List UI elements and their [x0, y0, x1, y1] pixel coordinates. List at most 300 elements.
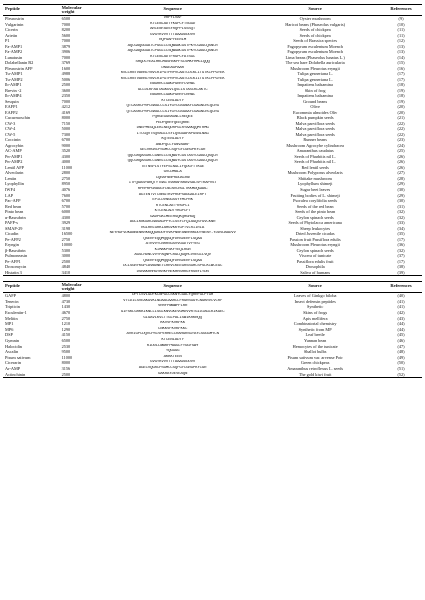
cell-peptide: β-Basrubrin	[5, 247, 26, 253]
cell-source: Leaves of Ginkgo biloba	[293, 293, 337, 299]
header-source: Source	[250, 5, 380, 16]
cell-molecular-weight: 2530	[61, 343, 71, 349]
cell-molecular-weight: 16500	[61, 231, 73, 237]
cell-reference: (17)	[397, 76, 405, 82]
cell-peptide: Pn-AMP2	[5, 159, 23, 165]
cell-sequence: AGCIKNGGRCNASAGPPYCCSSYCFQIAGQSYGVCKNR	[129, 220, 216, 225]
cell-sequence: CNKKVFKVKFKKC	[158, 326, 188, 331]
cell-source: Malva parviflora seeds	[295, 131, 335, 137]
cell-sequence: RGLRRLGRKIAHGVKKYGPTVLRIIRIA	[141, 225, 205, 230]
cell-molecular-weight: 1600	[61, 65, 71, 71]
cell-reference: (26)	[397, 164, 405, 170]
cell-source: Dried Juvenile cicadas	[295, 231, 335, 237]
cell-reference: (20)	[397, 109, 405, 115]
cell-peptide: Red bean	[5, 203, 22, 209]
cell-molecular-weight: 2500	[61, 371, 71, 377]
cell-source: The sea hare Dolabella auricularia	[285, 60, 345, 66]
cell-sequence: ANDPQCLYGNVAAKF	[155, 142, 190, 147]
cell-source: Sheep leukocytes	[300, 225, 331, 231]
cell-peptide: Ascalin	[5, 349, 19, 355]
cell-sequence: ARCENFADSYRQPPISSSQT	[150, 27, 196, 32]
cell-sequence: DSHAKRHHGYKRKFHEKHHSHRGYRSNYLYDN	[136, 269, 209, 274]
cell-reference: (19)	[397, 98, 405, 104]
cell-molecular-weight: 4076	[61, 186, 71, 192]
cell-peptide: Histatin 3	[5, 269, 22, 275]
cell-peptide: EAFP2	[5, 109, 18, 115]
cell-sequence: DPTCSVLGDFKCNPGCCSKNYCGACYQRRFGLPTGH	[132, 293, 214, 298]
cell-sequence: EPILDVNGGSSYYMCPRK	[152, 198, 193, 203]
cell-molecular-weight: 4169	[61, 109, 71, 115]
cell-molecular-weight: 5006	[61, 76, 71, 82]
cell-sequence: AQCGAQGGGATCPGGLCCSQWGWCGSTPKYCGAGCQSNCR	[127, 43, 218, 48]
cell-reference: (40)	[397, 293, 405, 299]
cell-sequence: AVRIGPCDQVCPRIVPERHECCRAHGRSGYAYCSGGGMYCN	[126, 332, 219, 337]
cell-source: Passiflora edulis fruit	[296, 258, 334, 264]
cell-reference: (22)	[397, 131, 405, 137]
cell-sequence: NEYHGFVDKANNENKRKKQQGRDDFVVKPNNFANRRRKDDYNENY-YDDVDAADVV	[109, 231, 236, 236]
cell-reference: (37)	[397, 253, 405, 259]
cell-source: Runner beans	[303, 137, 327, 143]
cell-peptide: Esculentin-1	[5, 310, 27, 316]
cell-source: Tulipa gesneriana L.	[297, 76, 333, 82]
cell-sequence: KTCENLADTY	[161, 98, 184, 103]
cell-peptide: AC-AMP	[5, 148, 22, 154]
cell-peptide: Pleurostrin	[5, 16, 24, 21]
cell-source: Mushroom Polyporus alveolaris	[287, 170, 343, 176]
header-sequence: Sequence	[95, 282, 250, 293]
cell-source: Shallot bulbs	[303, 349, 327, 355]
cell-source: Lyophyllum shimeji	[297, 181, 333, 187]
cell-reference: (35)	[397, 231, 405, 237]
cell-sequence: RTCENLAETYRGPCI	[155, 203, 190, 208]
cell-reference: (13)	[397, 49, 405, 55]
cell-sequence: ITCGQVTSQVAGCLSYLQSGGAPAPGSNLNAG	[136, 131, 209, 136]
cell-source: Insect defensin peptides	[294, 298, 336, 304]
cell-sequence: PQRGEGGRAGNLLREQEE	[152, 115, 193, 120]
table-2-body	[3, 293, 422, 378]
cell-sequence: KSCCRNTVARNCYNVCRIPGTPRPVCAATCDCKIITGTKCPPGYEK	[120, 76, 225, 81]
cell-peptide: Brevin -2	[5, 87, 22, 93]
cell-peptide: Gymnin	[5, 337, 20, 343]
cell-molecular-weight: 7600	[61, 192, 71, 198]
table-header-row	[3, 282, 422, 293]
cell-peptide: Coccinin	[5, 137, 21, 143]
cell-peptide: Lunatusin	[5, 54, 23, 60]
cell-source: Seeds of Phytolacca americana	[288, 220, 342, 226]
cell-peptide: PAFP-s	[5, 220, 18, 226]
cell-molecular-weight: 3410	[61, 269, 71, 275]
cell-peptide: DSP	[5, 332, 13, 338]
cell-reference: (47)	[397, 343, 405, 349]
cell-reference: (11)	[397, 32, 405, 38]
cell-sequence: PEDPQRRYQEEQRRE	[155, 120, 190, 125]
cell-source: Passion fruit Passiflora edulis	[289, 236, 341, 242]
cell-reference: (22)	[397, 120, 405, 126]
cell-source: Fagopyrum esculentum Moench	[287, 49, 343, 55]
cell-sequence: QQCGRQASGRLCGNRLCCSQWGYCGSTASYCGAGCQSQCR	[127, 159, 218, 164]
cell-source: Psoralea corylifolia seeds	[293, 198, 338, 204]
cell-sequence: DNEPMEGQLEKLNEQDRPGLRYAAKQQMTRMG	[136, 126, 209, 131]
cell-sequence: TETNSPISTYEPSLNGLIFQDGYTTKGE	[141, 164, 205, 169]
cell-peptide: CW-3	[5, 120, 16, 126]
cell-molecular-weight: 7000	[61, 54, 71, 60]
cell-reference: (17)	[397, 71, 405, 77]
cell-molecular-weight: 8950	[61, 181, 71, 187]
cell-source: Impatiens balsamina	[297, 82, 333, 88]
cell-sequence: QSERFEQQMQQGQFDHSDERFLSQAA	[143, 236, 202, 241]
cell-source: Olive	[310, 104, 320, 110]
cell-molecular-weight: 6700	[61, 198, 71, 204]
cell-reference: (10)	[397, 21, 405, 27]
cell-reference: (31)	[397, 203, 405, 209]
cell-peptide: EAFP1	[5, 104, 18, 110]
cell-sequence: QTCASRCPRPCNAGLCCSIYGYCGSGAAYCGAGNCRCQCRG	[126, 109, 219, 114]
cell-peptide: SMAP-29	[5, 225, 23, 231]
cell-peptide: GAFP	[5, 293, 16, 299]
cell-reference: (52)	[397, 371, 405, 377]
cell-reference: (39)	[397, 269, 405, 275]
cell-peptide: Tenecin	[5, 298, 19, 304]
cell-source: Seeds of Pharbitis nil L.	[294, 159, 336, 165]
cell-reference: (26)	[397, 153, 405, 159]
cell-peptide: Cicerin	[5, 27, 18, 33]
cell-peptide: CW-4	[5, 126, 16, 132]
cell-molecular-weight: 4000	[61, 159, 71, 165]
table-header-row	[3, 5, 422, 16]
cell-reference: (38)	[397, 264, 405, 270]
cell-molecular-weight: 3600	[61, 87, 71, 93]
cell-reference: (33)	[397, 220, 405, 226]
cell-reference: (49)	[397, 354, 405, 360]
cell-reference: (18)	[397, 93, 405, 99]
cell-molecular-weight: 7150	[61, 120, 71, 126]
cell-molecular-weight: 6500	[61, 16, 71, 21]
cell-molecular-weight: 6000	[61, 209, 71, 215]
cell-sequence: KTCENLADTYKGPCFT	[154, 209, 191, 214]
cell-peptide: Lentin	[5, 175, 17, 181]
cell-peptide: Tu-AMP1	[5, 71, 23, 77]
cell-source: Lima beans (Phaseolus lunatus L.)	[285, 54, 345, 60]
cell-sequence: GIGAVLKVLTTGLPALISWIKRKRQQ	[143, 315, 202, 320]
cell-peptide: Arietin	[5, 32, 18, 38]
cell-source: Leaf beetle	[305, 332, 325, 338]
cell-molecular-weight: 2750	[61, 175, 71, 181]
cell-sequence: GLLDLKFAATAGKGVLQSLLSTASCKLAKTC	[137, 87, 208, 92]
cell-source: Sugar beet leaves	[300, 186, 331, 192]
cell-peptide: IWF4	[5, 186, 16, 192]
cell-reference: (20)	[397, 104, 405, 110]
cell-molecular-weight: 10000	[61, 242, 73, 248]
cell-source: Black pumpkin seeds	[296, 115, 334, 121]
cell-reference: (21)	[397, 115, 405, 121]
cell-source: Green chickpeas	[300, 360, 330, 366]
cell-molecular-weight: 8200	[61, 27, 71, 33]
cell-molecular-weight: 11000	[61, 354, 73, 360]
cell-reference: (29)	[397, 181, 405, 187]
cell-source: Hemocytes of the tunicate	[292, 343, 338, 349]
cell-sequence: VRPYLVAF	[163, 16, 182, 20]
cell-peptide: Eryngin	[5, 242, 19, 248]
cell-molecular-weight: 8000	[61, 115, 71, 121]
cell-molecular-weight: 4212	[61, 104, 71, 110]
cell-reference: (27)	[397, 170, 405, 176]
header-peptide: Peptide	[3, 282, 60, 293]
header-sequence: Sequence	[95, 5, 250, 16]
cell-sequence: GECVRGRCPSGMCCSQFGYCGRGPKYCGR	[140, 148, 206, 153]
cell-peptide: Pisum sativum	[5, 354, 31, 360]
cell-source: Red lentil seeds	[301, 164, 329, 170]
cell-sequence: AGECVQGRCPSGMCCSQFGYCGRGPKYCGR	[138, 365, 207, 370]
cell-sequence: DNGEAGPAAR	[161, 65, 184, 70]
cell-source: Seeds of Brassica species	[293, 38, 338, 44]
cell-peptide: Cucurmoschin	[5, 115, 31, 121]
header-peptide: Peptide	[3, 5, 60, 16]
cell-molecular-weight: 7300	[61, 131, 71, 137]
cell-molecular-weight: 3906	[61, 49, 71, 55]
cell-sequence: AQCGAQGGGATCPGGLCCSQWGWCGSTPKYCGAGCQSNCR	[127, 49, 218, 54]
cell-reference: (17)	[397, 236, 405, 242]
cell-source: Seeds of chickpea	[299, 27, 331, 33]
cell-sequence: KTCENLADTFRGPCFATSGC	[150, 54, 196, 59]
cell-molecular-weight: 5700	[61, 203, 71, 209]
peptide-table-1	[3, 4, 422, 276]
header-references: References	[380, 282, 422, 293]
cell-source: Seeds of the pinto bean	[295, 209, 336, 215]
cell-reference: (16)	[397, 65, 405, 71]
cell-source: Yunnan bean	[303, 337, 327, 343]
cell-peptide: Tripticin	[5, 304, 20, 310]
cell-reference: (12)	[397, 38, 405, 44]
cell-peptide: Fa-AMP1	[5, 43, 23, 49]
cell-molecular-weight: 6700	[61, 137, 71, 143]
cell-sequence: KIMAKPSKFYEQLRGR	[154, 247, 191, 252]
cell-molecular-weight: 2750	[61, 236, 71, 242]
cell-reference: (28)	[397, 175, 405, 181]
cell-peptide: Ib-AMP1	[5, 82, 22, 88]
cell-sequence: VTCDILSVEAKGVKLNDAACAAHCLFRGRSGGYCNGKRVCVCRr	[123, 298, 223, 303]
cell-source: Eucommia ulmoides Oliv	[293, 109, 338, 115]
cell-reference: (42)	[397, 310, 405, 316]
cell-source: Skins of frogs	[303, 310, 328, 316]
cell-molecular-weight: 3520	[61, 148, 71, 154]
cell-sequence: AGSLHDNCVVYPAQNPCRGLQGQHCVVEGCLVQV	[134, 253, 211, 258]
cell-source: Tulipa gesneriana L.	[297, 71, 333, 77]
cell-molecular-weight: 2800	[61, 170, 71, 176]
cell-peptide: Ar-AMP	[5, 365, 21, 371]
cell-peptide: Cicadin	[5, 231, 19, 237]
cell-molecular-weight: 2350	[61, 93, 71, 99]
cell-peptide: Pac-AFP	[5, 198, 21, 204]
cell-peptide: Pe-AFP2	[5, 236, 21, 242]
cell-sequence: AKKKTEEN	[163, 354, 182, 359]
cell-sequence: GIFSKLGRKKIKNLLISGLKNVGKEVGMDVVRTGIDIAGCKIKGEC	[120, 310, 225, 315]
cell-sequence: EWGRRCCGWGPGRRYCRRWC	[150, 93, 196, 98]
cell-reference: (50)	[397, 360, 405, 366]
cell-sequence: AGTENTVTCNNGTKVPROPSAGGALEIRPT	[138, 192, 207, 197]
cell-source: Synthetic from MP	[298, 326, 332, 332]
cell-reference: (30)	[397, 198, 405, 204]
cell-sequence: KSCCRNTVARNCYNVCRIPGTPRPVCAATCDCKLITGTKCPPGYEK	[120, 71, 225, 76]
cell-sequence: SHQDCYEALHKCMASHSKPFSCSMKFHMCLQQQ	[135, 60, 210, 65]
cell-molecular-weight: 1290	[61, 326, 71, 332]
cell-source: Shiitake mushroom	[298, 175, 332, 181]
header-molecular-weight: Molecular weight	[60, 282, 96, 293]
cell-source: Synthetic	[307, 304, 324, 310]
cell-molecular-weight: 7000	[61, 98, 71, 104]
cell-source: Impatiens balsamina	[297, 93, 333, 99]
cell-molecular-weight: 4800	[61, 293, 71, 299]
cell-peptide: Pinto bean	[5, 209, 24, 215]
cell-peptide: LAP	[5, 192, 14, 198]
cell-molecular-weight: 7000	[61, 21, 71, 27]
cell-peptide: Pulmoneasin	[5, 253, 28, 259]
cell-source: Seeds of Pharbitis nil L.	[294, 153, 336, 159]
cell-source: The gold kiwi fruit	[298, 371, 332, 377]
cell-molecular-weight: 7000	[61, 38, 71, 44]
cell-reference: (32)	[397, 214, 405, 220]
cell-molecular-weight: 3198	[61, 225, 71, 231]
cell-reference: (44)	[397, 326, 405, 332]
cell-peptide: Pn-AMP1	[5, 153, 23, 159]
cell-sequence: ITFQGASPARQTYTNAITRARAPARAVSALSPTKAPVST	[128, 181, 217, 186]
cell-peptide: Dolabellanin B2	[5, 60, 34, 66]
cell-source: Skin of frog	[304, 87, 326, 93]
cell-source: Fruiting bodies of L. shimeji	[290, 192, 340, 198]
cell-source: Saliva of humans	[300, 269, 331, 275]
cell-peptide: Tu-AMP2	[5, 76, 23, 82]
cell-reference: (11)	[397, 27, 405, 33]
cell-peptide: α-Basrubrin	[5, 214, 26, 220]
cell-sequence: GADPGKCMEEHSQKQHGHGQ	[150, 214, 196, 219]
cell-reference: (51)	[397, 365, 405, 371]
cell-sequence: RIDDLLWWRFPWGGLFYGGFSWY	[146, 343, 199, 348]
cell-molecular-weight: 3156	[61, 365, 71, 371]
cell-molecular-weight: 3879	[61, 43, 71, 49]
cell-reference: (24)	[397, 142, 405, 148]
cell-peptide: MP1	[5, 321, 14, 327]
cell-reference: (18)	[397, 82, 405, 88]
cell-peptide: Halocidin	[5, 343, 22, 349]
cell-reference: (32)	[397, 247, 405, 253]
cell-reference: (44)	[397, 321, 405, 327]
cell-sequence: KQTENLADTY	[161, 137, 184, 142]
cell-molecular-weight: 4300	[61, 214, 71, 220]
cell-source: Drosophila	[305, 264, 325, 270]
cell-molecular-weight: 4730	[61, 298, 71, 304]
cell-source: Malva parviflora seeds	[295, 120, 335, 126]
cell-sequence: QQCGRQASGRLCGNRLCCSQWGYCGSTASYCGAGCQSQCR	[127, 153, 218, 158]
cell-source: Amaranthus retroflexus L. seeds	[287, 365, 344, 371]
cell-source: Seeds of the red bean	[296, 203, 334, 209]
cell-sequence: QTCASRCPRPCNAGLCCSIYGYCGSGNAYCGAGNCRCQCRG	[126, 104, 219, 109]
cell-reference: (23)	[397, 137, 405, 143]
cell-reference: (13)	[397, 43, 405, 49]
cell-molecular-weight: 3769	[61, 60, 71, 66]
cell-reference: (41)	[397, 298, 405, 304]
cell-source: Ceylon spinach seeds	[296, 214, 334, 220]
cell-sequence: CQRAFNNPRDDAIRW	[155, 175, 190, 180]
cell-peptide: CW-5	[5, 131, 16, 137]
cell-reference: (32)	[397, 209, 405, 215]
cell-source: Mushroom Pleurotus eryngii	[290, 65, 340, 71]
cell-peptide: Pleurostrin AFP	[5, 65, 33, 71]
peptide-table-2	[3, 281, 422, 378]
table-row	[3, 270, 422, 276]
cell-sequence: DCLSGRYKGPCAVWDNETCRRVCKEEGRSSGHCSPSLKCWCEGC	[123, 264, 223, 269]
header-molecular-weight: Molecular weight	[60, 5, 96, 16]
cell-peptide: Agrocybin	[5, 142, 24, 148]
cell-sequence: GVGYKVVVTTTAAADDDDVV	[150, 360, 196, 365]
cell-peptide: Alveolarin	[5, 170, 24, 176]
cell-sequence: VRRFPWWWPFLRR	[158, 304, 188, 309]
cell-molecular-weight: 4840	[61, 264, 71, 270]
cell-molecular-weight: 4670	[61, 310, 71, 316]
cell-peptide: Ib-AMP4	[5, 93, 22, 99]
table-row	[3, 372, 422, 378]
cell-peptide: Lyophyllin	[5, 181, 24, 187]
cell-reference: (29)	[397, 192, 405, 198]
cell-reference: (30)	[397, 186, 405, 192]
cell-molecular-weight: 5600	[61, 32, 71, 38]
cell-molecular-weight: 3929	[61, 220, 71, 226]
cell-sequence: RPRPRPGRAGGYCNLNVCRGLTKKMDQGAAC	[137, 186, 208, 191]
cell-reference: (25)	[397, 148, 405, 154]
cell-source: Combinatorial chemistry	[293, 321, 337, 327]
cell-peptide: Lentil AFP	[5, 164, 24, 170]
cell-source: Viscera of tunicate	[299, 253, 332, 259]
cell-reference: (17)	[397, 258, 405, 264]
cell-sequence: KTCENLADTYKGPCFTSGGD	[150, 21, 196, 26]
cell-reference: (45)	[397, 332, 405, 338]
cell-reference: (36)	[397, 242, 405, 248]
cell-reference: (41)	[397, 304, 405, 310]
cell-sequence: GVGYKVVVTTTAAADDDDVV	[150, 32, 196, 37]
cell-peptide: Pe-AFP1	[5, 258, 21, 264]
cell-source: Fagopyrum esculentum Moench	[287, 43, 343, 49]
cell-molecular-weight: 1430	[61, 304, 71, 310]
cell-peptide: Actinchinin	[5, 371, 26, 377]
cell-peptide: P1	[5, 38, 10, 44]
cell-peptide: Melitin	[5, 315, 18, 321]
cell-reference: (9)	[398, 16, 404, 21]
cell-reference: (48)	[397, 349, 405, 355]
cell-sequence: EWGRRCCGWGPGRRYCVRWC	[150, 82, 196, 87]
cell-molecular-weight: 4300	[61, 153, 71, 159]
cell-reference: (46)	[397, 337, 405, 343]
cell-sequence: RQPGAPYEERLM	[159, 38, 187, 43]
cell-molecular-weight: 11000	[61, 164, 73, 170]
cell-sequence: KTCENLADTY	[161, 337, 184, 342]
cell-source: Amaranthus caudatus	[296, 148, 334, 154]
cell-source: Pisum sativum var. arvense Poir	[287, 354, 343, 360]
cell-sequence: YQGGGG	[165, 349, 180, 354]
cell-source: Haricot beans (Phaseolus vulgaris)	[285, 21, 346, 27]
cell-reference: (22)	[397, 126, 405, 132]
cell-source: Seeds of chickpea	[299, 32, 331, 38]
cell-source: Apis mellifera	[302, 315, 328, 321]
cell-molecular-weight: 3000	[61, 253, 71, 259]
cell-peptide: Fa-AMP2	[5, 49, 23, 55]
cell-sequence: KKVVFKVKFKK	[160, 321, 186, 326]
cell-reference: (19)	[397, 87, 405, 93]
cell-source: Mushroom Agrocybe cylindracea	[286, 142, 344, 148]
header-source: Source	[250, 282, 380, 293]
cell-molecular-weight: 2500	[61, 258, 71, 264]
cell-source: Ceylon spinach seeds	[296, 247, 334, 253]
cell-source: Ground beans	[303, 98, 328, 104]
cell-molecular-weight: 4988	[61, 71, 71, 77]
cell-sequence: QSERFEQQMQQGQFDHSDERFLSQAA	[143, 258, 202, 263]
